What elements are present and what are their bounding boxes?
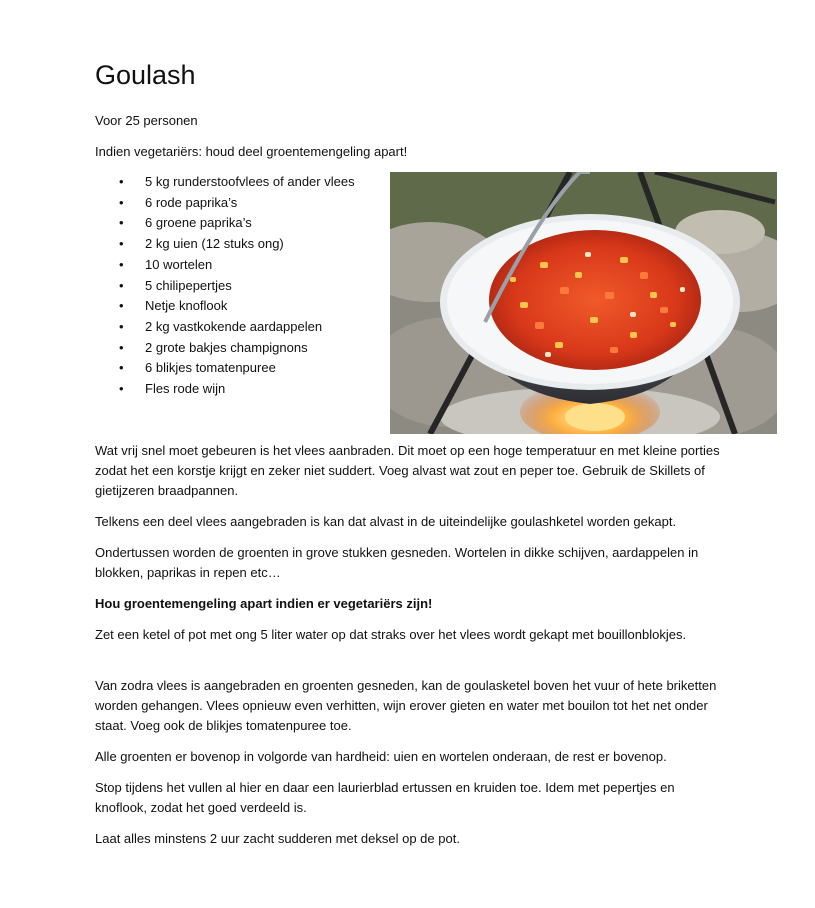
paragraph-layering: Alle groenten er bovenop in volgorde van hardheid: uien en wortelen onderaan, de rest er bovenop. — [95, 749, 667, 764]
list-item: • 10 wortelen — [145, 255, 435, 276]
list-item: • 2 grote bakjes champignons — [145, 338, 435, 359]
list-item: • 2 kg vastkokende aardappelen — [145, 317, 435, 338]
paragraph-vegetarian-warning: Hou groentemengeling apart indien er vegetariërs zijn! — [95, 596, 433, 611]
paragraph-cutting: Ondertussen worden de groenten in grove stukken gesneden. Wortelen in dikke schijven, aardappelen in blokken, paprikas in repen etc… — [95, 545, 699, 580]
list-item: • 5 kg runderstoofvlees of ander vlees — [145, 172, 435, 193]
list-item: • Fles rode wijn — [145, 379, 435, 400]
vegetarian-note: Indien vegetariërs: houd deel groentemengeling apart! — [95, 144, 408, 159]
page-title: Goulash — [95, 60, 196, 90]
servings-text: Voor 25 personen — [95, 113, 198, 128]
list-item: • 5 chilipepertjes — [145, 276, 435, 297]
list-item: • 6 rode paprika’s — [145, 193, 435, 214]
list-item: • Netje knoflook — [145, 296, 435, 317]
paragraph-herbs: Stop tijdens het vullen al hier en daar een laurierblad ertussen en kruiden toe. Idem met pepertjes en knoflook, zodat het goed verdeeld is. — [95, 780, 675, 815]
goulash-pot-image — [390, 172, 777, 434]
list-item: • 2 kg uien (12 stuks ong) — [145, 234, 435, 255]
paragraph-transfer: Telkens een deel vlees aangebraden is kan dat alvast in de uiteindelijke goulashketel worden gekapt. — [95, 514, 677, 529]
paragraph-hanging: Van zodra vlees is aangebraden en groenten gesneden, kan de goulasketel boven het vuur of hete briketten worden gehangen. Vlees opnieuw even verhitten, wijn erover gieten en water met bouilon tot het net onder staat. Voeg ook de blikjes tomatenpuree toe. — [95, 678, 717, 733]
goulash-photo — [390, 172, 777, 434]
paragraph-browning: Wat vrij snel moet gebeuren is het vlees aanbraden. Dit moet op een hoge temperatuur en met kleine porties zodat het een korstje krijgt en zeker niet suddert. Voeg alvast wat zout en peper toe. Gebruik de Skillets of gietijzeren braadpannen. — [95, 443, 720, 498]
paragraph-simmer: Laat alles minstens 2 uur zacht sudderen met deksel op de pot. — [95, 831, 460, 846]
list-item: • 6 blikjes tomatenpuree — [145, 358, 435, 379]
list-item: • 6 groene paprika’s — [145, 213, 435, 234]
paragraph-water: Zet een ketel of pot met ong 5 liter water op dat straks over het vlees wordt gekapt met bouillonblokjes. — [95, 627, 687, 642]
ingredient-list — [95, 172, 435, 400]
